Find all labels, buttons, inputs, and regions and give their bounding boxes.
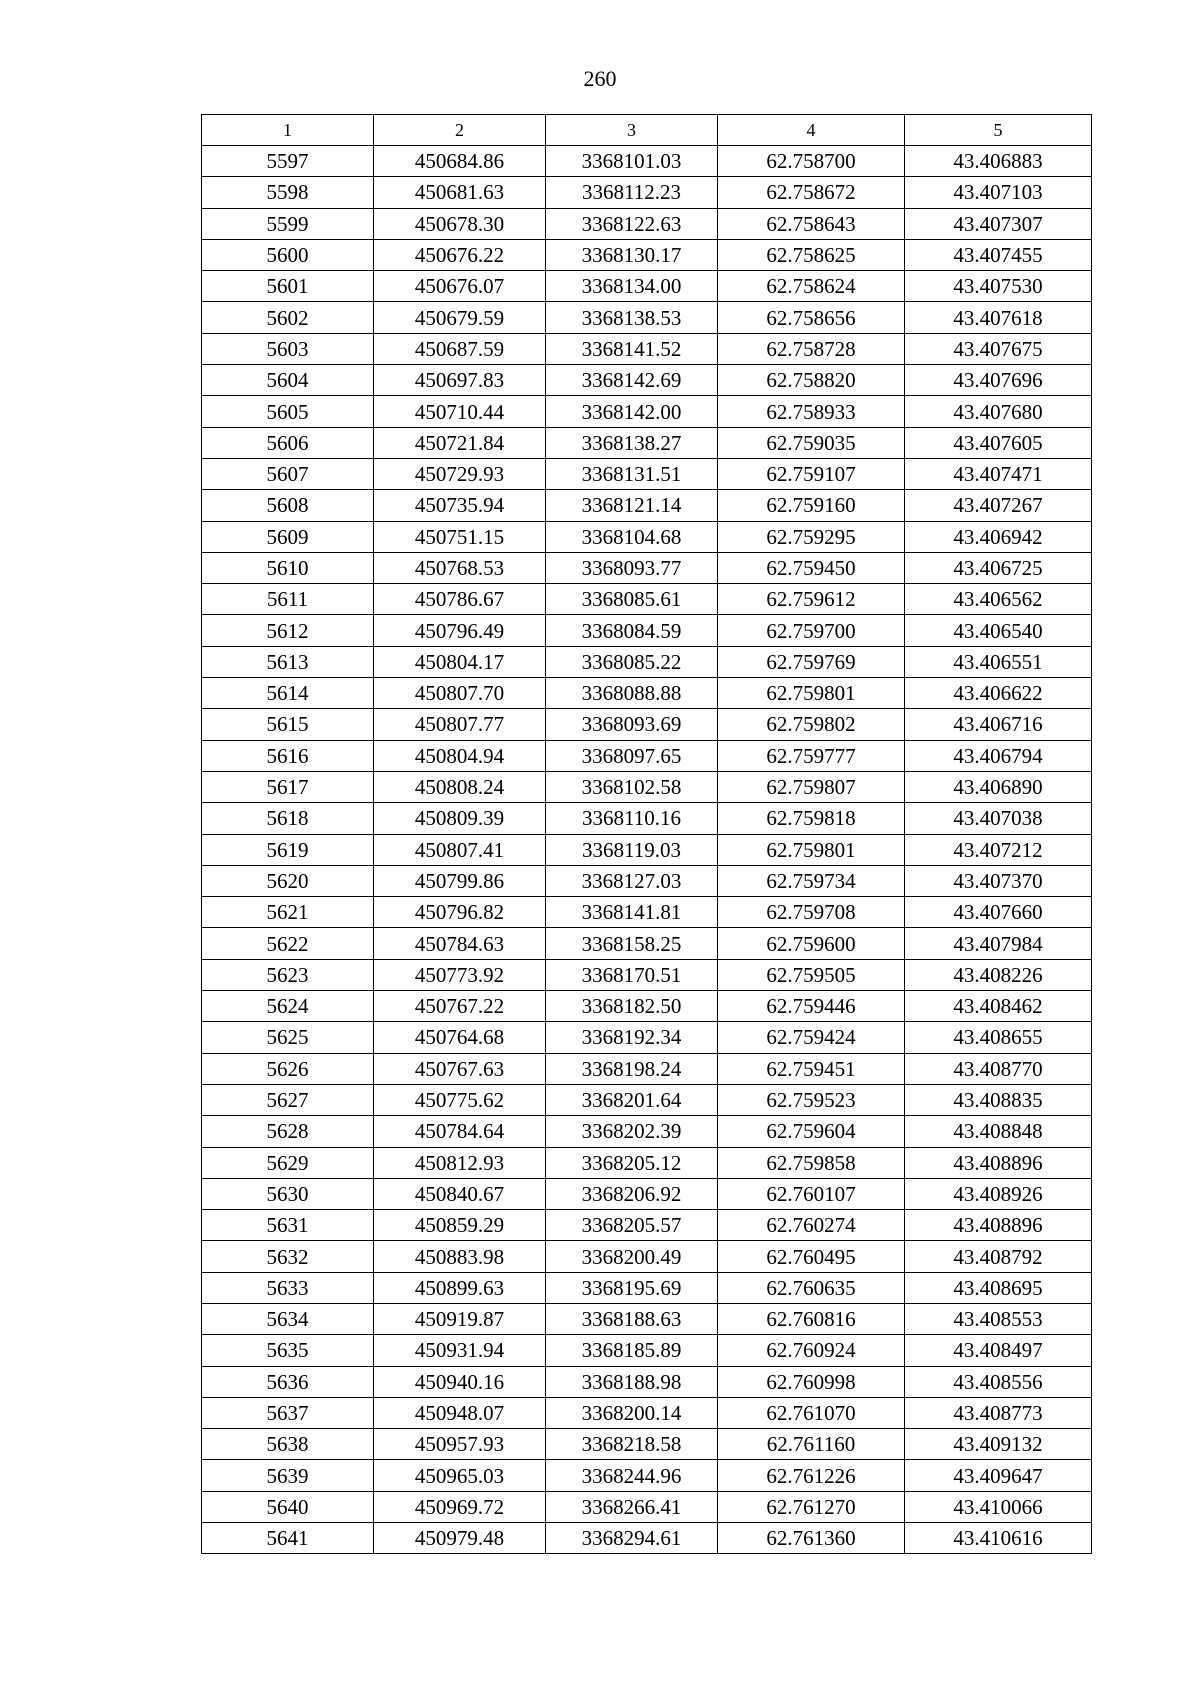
table-cell-col-2: 450804.94 <box>374 740 546 771</box>
table-cell-col-4: 62.759035 <box>718 427 905 458</box>
table-cell-col-5: 43.409647 <box>905 1460 1092 1491</box>
table-cell-col-2: 450965.03 <box>374 1460 546 1491</box>
table-cell-col-2: 450684.86 <box>374 146 546 177</box>
table-cell-col-1: 5618 <box>202 803 374 834</box>
table-cell-col-1: 5623 <box>202 959 374 990</box>
coordinates-table <box>201 114 1092 1554</box>
table-row <box>202 1366 1092 1397</box>
table-cell-col-5: 43.406622 <box>905 678 1092 709</box>
table-cell-col-3: 3368206.92 <box>546 1178 718 1209</box>
column-header-5: 5 <box>905 115 1092 146</box>
table-cell-col-2: 450957.93 <box>374 1429 546 1460</box>
table-cell-col-3: 3368093.77 <box>546 552 718 583</box>
table-cell-col-3: 3368188.63 <box>546 1303 718 1334</box>
table-row <box>202 1210 1092 1241</box>
table-row <box>202 490 1092 521</box>
table-cell-col-4: 62.759708 <box>718 897 905 928</box>
table-cell-col-5: 43.406716 <box>905 709 1092 740</box>
table-cell-col-2: 450773.92 <box>374 959 546 990</box>
table-row <box>202 427 1092 458</box>
table-cell-col-3: 3368170.51 <box>546 959 718 990</box>
table-cell-col-3: 3368093.69 <box>546 709 718 740</box>
table-row <box>202 208 1092 239</box>
table-cell-col-4: 62.759160 <box>718 490 905 521</box>
table-cell-col-3: 3368244.96 <box>546 1460 718 1491</box>
table-cell-col-1: 5613 <box>202 646 374 677</box>
table-cell-col-2: 450804.17 <box>374 646 546 677</box>
table-cell-col-5: 43.408553 <box>905 1303 1092 1334</box>
table-cell-col-4: 62.760274 <box>718 1210 905 1241</box>
column-header-3: 3 <box>546 115 718 146</box>
table-cell-col-1: 5597 <box>202 146 374 177</box>
table-cell-col-4: 62.759505 <box>718 959 905 990</box>
table-cell-col-2: 450796.49 <box>374 615 546 646</box>
table-cell-col-5: 43.408773 <box>905 1397 1092 1428</box>
table-cell-col-4: 62.759777 <box>718 740 905 771</box>
table-cell-col-2: 450969.72 <box>374 1491 546 1522</box>
table-cell-col-3: 3368205.12 <box>546 1147 718 1178</box>
table-cell-col-2: 450679.59 <box>374 302 546 333</box>
table-cell-col-2: 450767.22 <box>374 991 546 1022</box>
table-cell-col-1: 5602 <box>202 302 374 333</box>
table-cell-col-3: 3368266.41 <box>546 1491 718 1522</box>
table-cell-col-1: 5620 <box>202 865 374 896</box>
table-cell-col-4: 62.758820 <box>718 365 905 396</box>
table-cell-col-5: 43.407103 <box>905 177 1092 208</box>
table-cell-col-3: 3368112.23 <box>546 177 718 208</box>
table-row <box>202 1084 1092 1115</box>
table-cell-col-5: 43.406540 <box>905 615 1092 646</box>
table-cell-col-3: 3368097.65 <box>546 740 718 771</box>
table-cell-col-3: 3368142.69 <box>546 365 718 396</box>
table-cell-col-3: 3368158.25 <box>546 928 718 959</box>
table-header <box>202 115 1092 146</box>
table-cell-col-3: 3368102.58 <box>546 771 718 802</box>
table-cell-col-4: 62.759802 <box>718 709 905 740</box>
table-cell-col-3: 3368101.03 <box>546 146 718 177</box>
table-cell-col-1: 5638 <box>202 1429 374 1460</box>
table-cell-col-4: 62.759818 <box>718 803 905 834</box>
table-cell-col-1: 5600 <box>202 239 374 270</box>
table-cell-col-2: 450859.29 <box>374 1210 546 1241</box>
table-cell-col-3: 3368205.57 <box>546 1210 718 1241</box>
table-cell-col-1: 5637 <box>202 1397 374 1428</box>
table-cell-col-5: 43.407038 <box>905 803 1092 834</box>
table-cell-col-2: 450676.07 <box>374 271 546 302</box>
table-row <box>202 1178 1092 1209</box>
table-cell-col-2: 450840.67 <box>374 1178 546 1209</box>
table-cell-col-2: 450812.93 <box>374 1147 546 1178</box>
table-row <box>202 396 1092 427</box>
table-row <box>202 615 1092 646</box>
table-cell-col-1: 5599 <box>202 208 374 239</box>
header-row <box>202 115 1092 146</box>
table-cell-col-2: 450796.82 <box>374 897 546 928</box>
table-cell-col-4: 62.759451 <box>718 1053 905 1084</box>
table-cell-col-3: 3368188.98 <box>546 1366 718 1397</box>
table-cell-col-2: 450721.84 <box>374 427 546 458</box>
table-cell-col-5: 43.408848 <box>905 1116 1092 1147</box>
table-cell-col-5: 43.410616 <box>905 1523 1092 1554</box>
table-cell-col-1: 5615 <box>202 709 374 740</box>
table-row <box>202 991 1092 1022</box>
table-cell-col-1: 5608 <box>202 490 374 521</box>
table-cell-col-5: 43.406890 <box>905 771 1092 802</box>
table-cell-col-4: 62.759600 <box>718 928 905 959</box>
table-cell-col-4: 62.759523 <box>718 1084 905 1115</box>
table-row <box>202 1241 1092 1272</box>
table-cell-col-4: 62.759801 <box>718 678 905 709</box>
table-cell-col-1: 5635 <box>202 1335 374 1366</box>
table-cell-col-5: 43.407307 <box>905 208 1092 239</box>
table-cell-col-4: 62.759807 <box>718 771 905 802</box>
table-row <box>202 1053 1092 1084</box>
table-cell-col-4: 62.759424 <box>718 1022 905 1053</box>
table-cell-col-4: 62.759450 <box>718 552 905 583</box>
page-number: 260 <box>583 66 617 91</box>
table-cell-col-5: 43.408556 <box>905 1366 1092 1397</box>
table-cell-col-3: 3368138.53 <box>546 302 718 333</box>
table-row <box>202 709 1092 740</box>
table-row <box>202 1335 1092 1366</box>
table-cell-col-2: 450764.68 <box>374 1022 546 1053</box>
table-cell-col-3: 3368141.81 <box>546 897 718 928</box>
table-row <box>202 803 1092 834</box>
table-cell-col-3: 3368119.03 <box>546 834 718 865</box>
table-cell-col-2: 450729.93 <box>374 458 546 489</box>
column-header-1: 1 <box>202 115 374 146</box>
table-cell-col-5: 43.406942 <box>905 521 1092 552</box>
table-cell-col-2: 450940.16 <box>374 1366 546 1397</box>
table-row <box>202 1523 1092 1554</box>
table-cell-col-1: 5626 <box>202 1053 374 1084</box>
table-cell-col-4: 62.759700 <box>718 615 905 646</box>
table-cell-col-2: 450767.63 <box>374 1053 546 1084</box>
table-cell-col-4: 62.758728 <box>718 333 905 364</box>
table-cell-col-4: 62.759612 <box>718 584 905 615</box>
table-cell-col-3: 3368085.22 <box>546 646 718 677</box>
table-cell-col-3: 3368142.00 <box>546 396 718 427</box>
table-cell-col-2: 450687.59 <box>374 333 546 364</box>
table-cell-col-3: 3368084.59 <box>546 615 718 646</box>
table-cell-col-5: 43.408462 <box>905 991 1092 1022</box>
table-row <box>202 740 1092 771</box>
table-cell-col-4: 62.761360 <box>718 1523 905 1554</box>
table-cell-col-4: 62.759446 <box>718 991 905 1022</box>
table-cell-col-5: 43.408926 <box>905 1178 1092 1209</box>
table-cell-col-2: 450899.63 <box>374 1272 546 1303</box>
table-cell-col-1: 5632 <box>202 1241 374 1272</box>
table-cell-col-5: 43.406883 <box>905 146 1092 177</box>
table-cell-col-2: 450786.67 <box>374 584 546 615</box>
table-cell-col-4: 62.760998 <box>718 1366 905 1397</box>
table-row <box>202 1460 1092 1491</box>
table-cell-col-2: 450948.07 <box>374 1397 546 1428</box>
table-cell-col-5: 43.407675 <box>905 333 1092 364</box>
table-cell-col-1: 5607 <box>202 458 374 489</box>
table-cell-col-5: 43.406794 <box>905 740 1092 771</box>
table-cell-col-3: 3368110.16 <box>546 803 718 834</box>
table-body <box>202 146 1092 1554</box>
table-row <box>202 302 1092 333</box>
table-cell-col-4: 62.760924 <box>718 1335 905 1366</box>
table-cell-col-3: 3368122.63 <box>546 208 718 239</box>
table-cell-col-5: 43.410066 <box>905 1491 1092 1522</box>
table-cell-col-4: 62.758672 <box>718 177 905 208</box>
table-cell-col-5: 43.407680 <box>905 396 1092 427</box>
table-cell-col-4: 62.760107 <box>718 1178 905 1209</box>
table-cell-col-5: 43.407212 <box>905 834 1092 865</box>
table-cell-col-3: 3368131.51 <box>546 458 718 489</box>
table-row <box>202 928 1092 959</box>
table-cell-col-3: 3368088.88 <box>546 678 718 709</box>
table-cell-col-1: 5617 <box>202 771 374 802</box>
table-cell-col-5: 43.407618 <box>905 302 1092 333</box>
table-cell-col-5: 43.407696 <box>905 365 1092 396</box>
table-cell-col-4: 62.760495 <box>718 1241 905 1272</box>
table-cell-col-2: 450807.41 <box>374 834 546 865</box>
table-cell-col-2: 450710.44 <box>374 396 546 427</box>
table-cell-col-2: 450775.62 <box>374 1084 546 1115</box>
table-cell-col-1: 5609 <box>202 521 374 552</box>
table-cell-col-3: 3368138.27 <box>546 427 718 458</box>
table-cell-col-2: 450784.64 <box>374 1116 546 1147</box>
table-cell-col-5: 43.408896 <box>905 1147 1092 1178</box>
table-cell-col-1: 5614 <box>202 678 374 709</box>
table-cell-col-2: 450678.30 <box>374 208 546 239</box>
table-cell-col-1: 5628 <box>202 1116 374 1147</box>
table-row <box>202 1272 1092 1303</box>
table-row <box>202 1147 1092 1178</box>
table-row <box>202 177 1092 208</box>
table-cell-col-1: 5598 <box>202 177 374 208</box>
table-row <box>202 834 1092 865</box>
table-row <box>202 1491 1092 1522</box>
table-cell-col-5: 43.408792 <box>905 1241 1092 1272</box>
table-cell-col-3: 3368201.64 <box>546 1084 718 1115</box>
table-cell-col-1: 5630 <box>202 1178 374 1209</box>
table-cell-col-2: 450735.94 <box>374 490 546 521</box>
table-cell-col-5: 43.408695 <box>905 1272 1092 1303</box>
table-cell-col-1: 5631 <box>202 1210 374 1241</box>
table-cell-col-2: 450883.98 <box>374 1241 546 1272</box>
table-row <box>202 552 1092 583</box>
table-cell-col-1: 5639 <box>202 1460 374 1491</box>
table-cell-col-5: 43.409132 <box>905 1429 1092 1460</box>
table-row <box>202 458 1092 489</box>
table-cell-col-1: 5624 <box>202 991 374 1022</box>
table-cell-col-1: 5606 <box>202 427 374 458</box>
table-cell-col-3: 3368141.52 <box>546 333 718 364</box>
table-cell-col-5: 43.407267 <box>905 490 1092 521</box>
table-cell-col-5: 43.408835 <box>905 1084 1092 1115</box>
table-cell-col-3: 3368182.50 <box>546 991 718 1022</box>
table-cell-col-2: 450681.63 <box>374 177 546 208</box>
table-cell-col-4: 62.761270 <box>718 1491 905 1522</box>
table-row <box>202 365 1092 396</box>
table-cell-col-3: 3368104.68 <box>546 521 718 552</box>
table-cell-col-1: 5610 <box>202 552 374 583</box>
table-cell-col-5: 43.407605 <box>905 427 1092 458</box>
table-cell-col-5: 43.408497 <box>905 1335 1092 1366</box>
table-cell-col-4: 62.761070 <box>718 1397 905 1428</box>
table-cell-col-1: 5601 <box>202 271 374 302</box>
table-cell-col-5: 43.408655 <box>905 1022 1092 1053</box>
table-cell-col-5: 43.407455 <box>905 239 1092 270</box>
table-cell-col-5: 43.408770 <box>905 1053 1092 1084</box>
table-cell-col-1: 5622 <box>202 928 374 959</box>
table-row <box>202 333 1092 364</box>
table-cell-col-5: 43.407660 <box>905 897 1092 928</box>
table-cell-col-1: 5634 <box>202 1303 374 1334</box>
table-cell-col-2: 450768.53 <box>374 552 546 583</box>
table-row <box>202 865 1092 896</box>
table-cell-col-5: 43.408896 <box>905 1210 1092 1241</box>
table-row <box>202 678 1092 709</box>
table-cell-col-2: 450807.77 <box>374 709 546 740</box>
table-row <box>202 1303 1092 1334</box>
table-row <box>202 271 1092 302</box>
table-row <box>202 897 1092 928</box>
table-cell-col-3: 3368121.14 <box>546 490 718 521</box>
table-cell-col-3: 3368130.17 <box>546 239 718 270</box>
table-cell-col-1: 5625 <box>202 1022 374 1053</box>
table-cell-col-4: 62.759295 <box>718 521 905 552</box>
table-cell-col-4: 62.758624 <box>718 271 905 302</box>
table-cell-col-5: 43.407370 <box>905 865 1092 896</box>
table-cell-col-3: 3368218.58 <box>546 1429 718 1460</box>
table-cell-col-1: 5605 <box>202 396 374 427</box>
table-cell-col-1: 5604 <box>202 365 374 396</box>
table-cell-col-3: 3368192.34 <box>546 1022 718 1053</box>
table-cell-col-4: 62.758656 <box>718 302 905 333</box>
table-cell-col-1: 5616 <box>202 740 374 771</box>
table-cell-col-2: 450807.70 <box>374 678 546 709</box>
table-cell-col-4: 62.759107 <box>718 458 905 489</box>
table-cell-col-3: 3368200.49 <box>546 1241 718 1272</box>
table-cell-col-2: 450808.24 <box>374 771 546 802</box>
table-cell-col-4: 62.759734 <box>718 865 905 896</box>
column-header-2: 2 <box>374 115 546 146</box>
table-cell-col-3: 3368294.61 <box>546 1523 718 1554</box>
table-cell-col-5: 43.406725 <box>905 552 1092 583</box>
table-cell-col-2: 450931.94 <box>374 1335 546 1366</box>
table-cell-col-2: 450697.83 <box>374 365 546 396</box>
table-cell-col-1: 5612 <box>202 615 374 646</box>
table-cell-col-2: 450809.39 <box>374 803 546 834</box>
table-cell-col-5: 43.407530 <box>905 271 1092 302</box>
table-cell-col-4: 62.761160 <box>718 1429 905 1460</box>
table-cell-col-2: 450979.48 <box>374 1523 546 1554</box>
table-cell-col-4: 62.759769 <box>718 646 905 677</box>
table-row <box>202 1397 1092 1428</box>
table-row <box>202 584 1092 615</box>
table-cell-col-3: 3368185.89 <box>546 1335 718 1366</box>
table-row <box>202 771 1092 802</box>
table-row <box>202 146 1092 177</box>
table-row <box>202 1022 1092 1053</box>
table-cell-col-1: 5641 <box>202 1523 374 1554</box>
table-row <box>202 521 1092 552</box>
table-cell-col-3: 3368202.39 <box>546 1116 718 1147</box>
table-cell-col-1: 5619 <box>202 834 374 865</box>
table-cell-col-5: 43.406562 <box>905 584 1092 615</box>
table-cell-col-5: 43.408226 <box>905 959 1092 990</box>
table-cell-col-3: 3368085.61 <box>546 584 718 615</box>
table-cell-col-4: 62.759801 <box>718 834 905 865</box>
table-cell-col-3: 3368200.14 <box>546 1397 718 1428</box>
table-cell-col-4: 62.759858 <box>718 1147 905 1178</box>
table-cell-col-4: 62.759604 <box>718 1116 905 1147</box>
table-cell-col-5: 43.406551 <box>905 646 1092 677</box>
table-cell-col-1: 5640 <box>202 1491 374 1522</box>
table-row <box>202 959 1092 990</box>
table-cell-col-5: 43.407984 <box>905 928 1092 959</box>
table-cell-col-3: 3368127.03 <box>546 865 718 896</box>
table-cell-col-1: 5603 <box>202 333 374 364</box>
table-row <box>202 239 1092 270</box>
table-cell-col-3: 3368198.24 <box>546 1053 718 1084</box>
table-row <box>202 1116 1092 1147</box>
table-cell-col-3: 3368195.69 <box>546 1272 718 1303</box>
table-cell-col-1: 5627 <box>202 1084 374 1115</box>
table-cell-col-2: 450784.63 <box>374 928 546 959</box>
table-cell-col-2: 450919.87 <box>374 1303 546 1334</box>
table-cell-col-1: 5611 <box>202 584 374 615</box>
table-row <box>202 646 1092 677</box>
table-cell-col-2: 450676.22 <box>374 239 546 270</box>
table-cell-col-1: 5621 <box>202 897 374 928</box>
table-cell-col-4: 62.758643 <box>718 208 905 239</box>
table-cell-col-1: 5633 <box>202 1272 374 1303</box>
table-cell-col-4: 62.760816 <box>718 1303 905 1334</box>
table-cell-col-1: 5636 <box>202 1366 374 1397</box>
table-cell-col-4: 62.758933 <box>718 396 905 427</box>
table-cell-col-5: 43.407471 <box>905 458 1092 489</box>
table-row <box>202 1429 1092 1460</box>
table-cell-col-2: 450799.86 <box>374 865 546 896</box>
column-header-4: 4 <box>718 115 905 146</box>
table-cell-col-4: 62.758700 <box>718 146 905 177</box>
table-cell-col-4: 62.761226 <box>718 1460 905 1491</box>
table-cell-col-4: 62.760635 <box>718 1272 905 1303</box>
table-cell-col-2: 450751.15 <box>374 521 546 552</box>
table-cell-col-4: 62.758625 <box>718 239 905 270</box>
table-cell-col-1: 5629 <box>202 1147 374 1178</box>
table-cell-col-3: 3368134.00 <box>546 271 718 302</box>
